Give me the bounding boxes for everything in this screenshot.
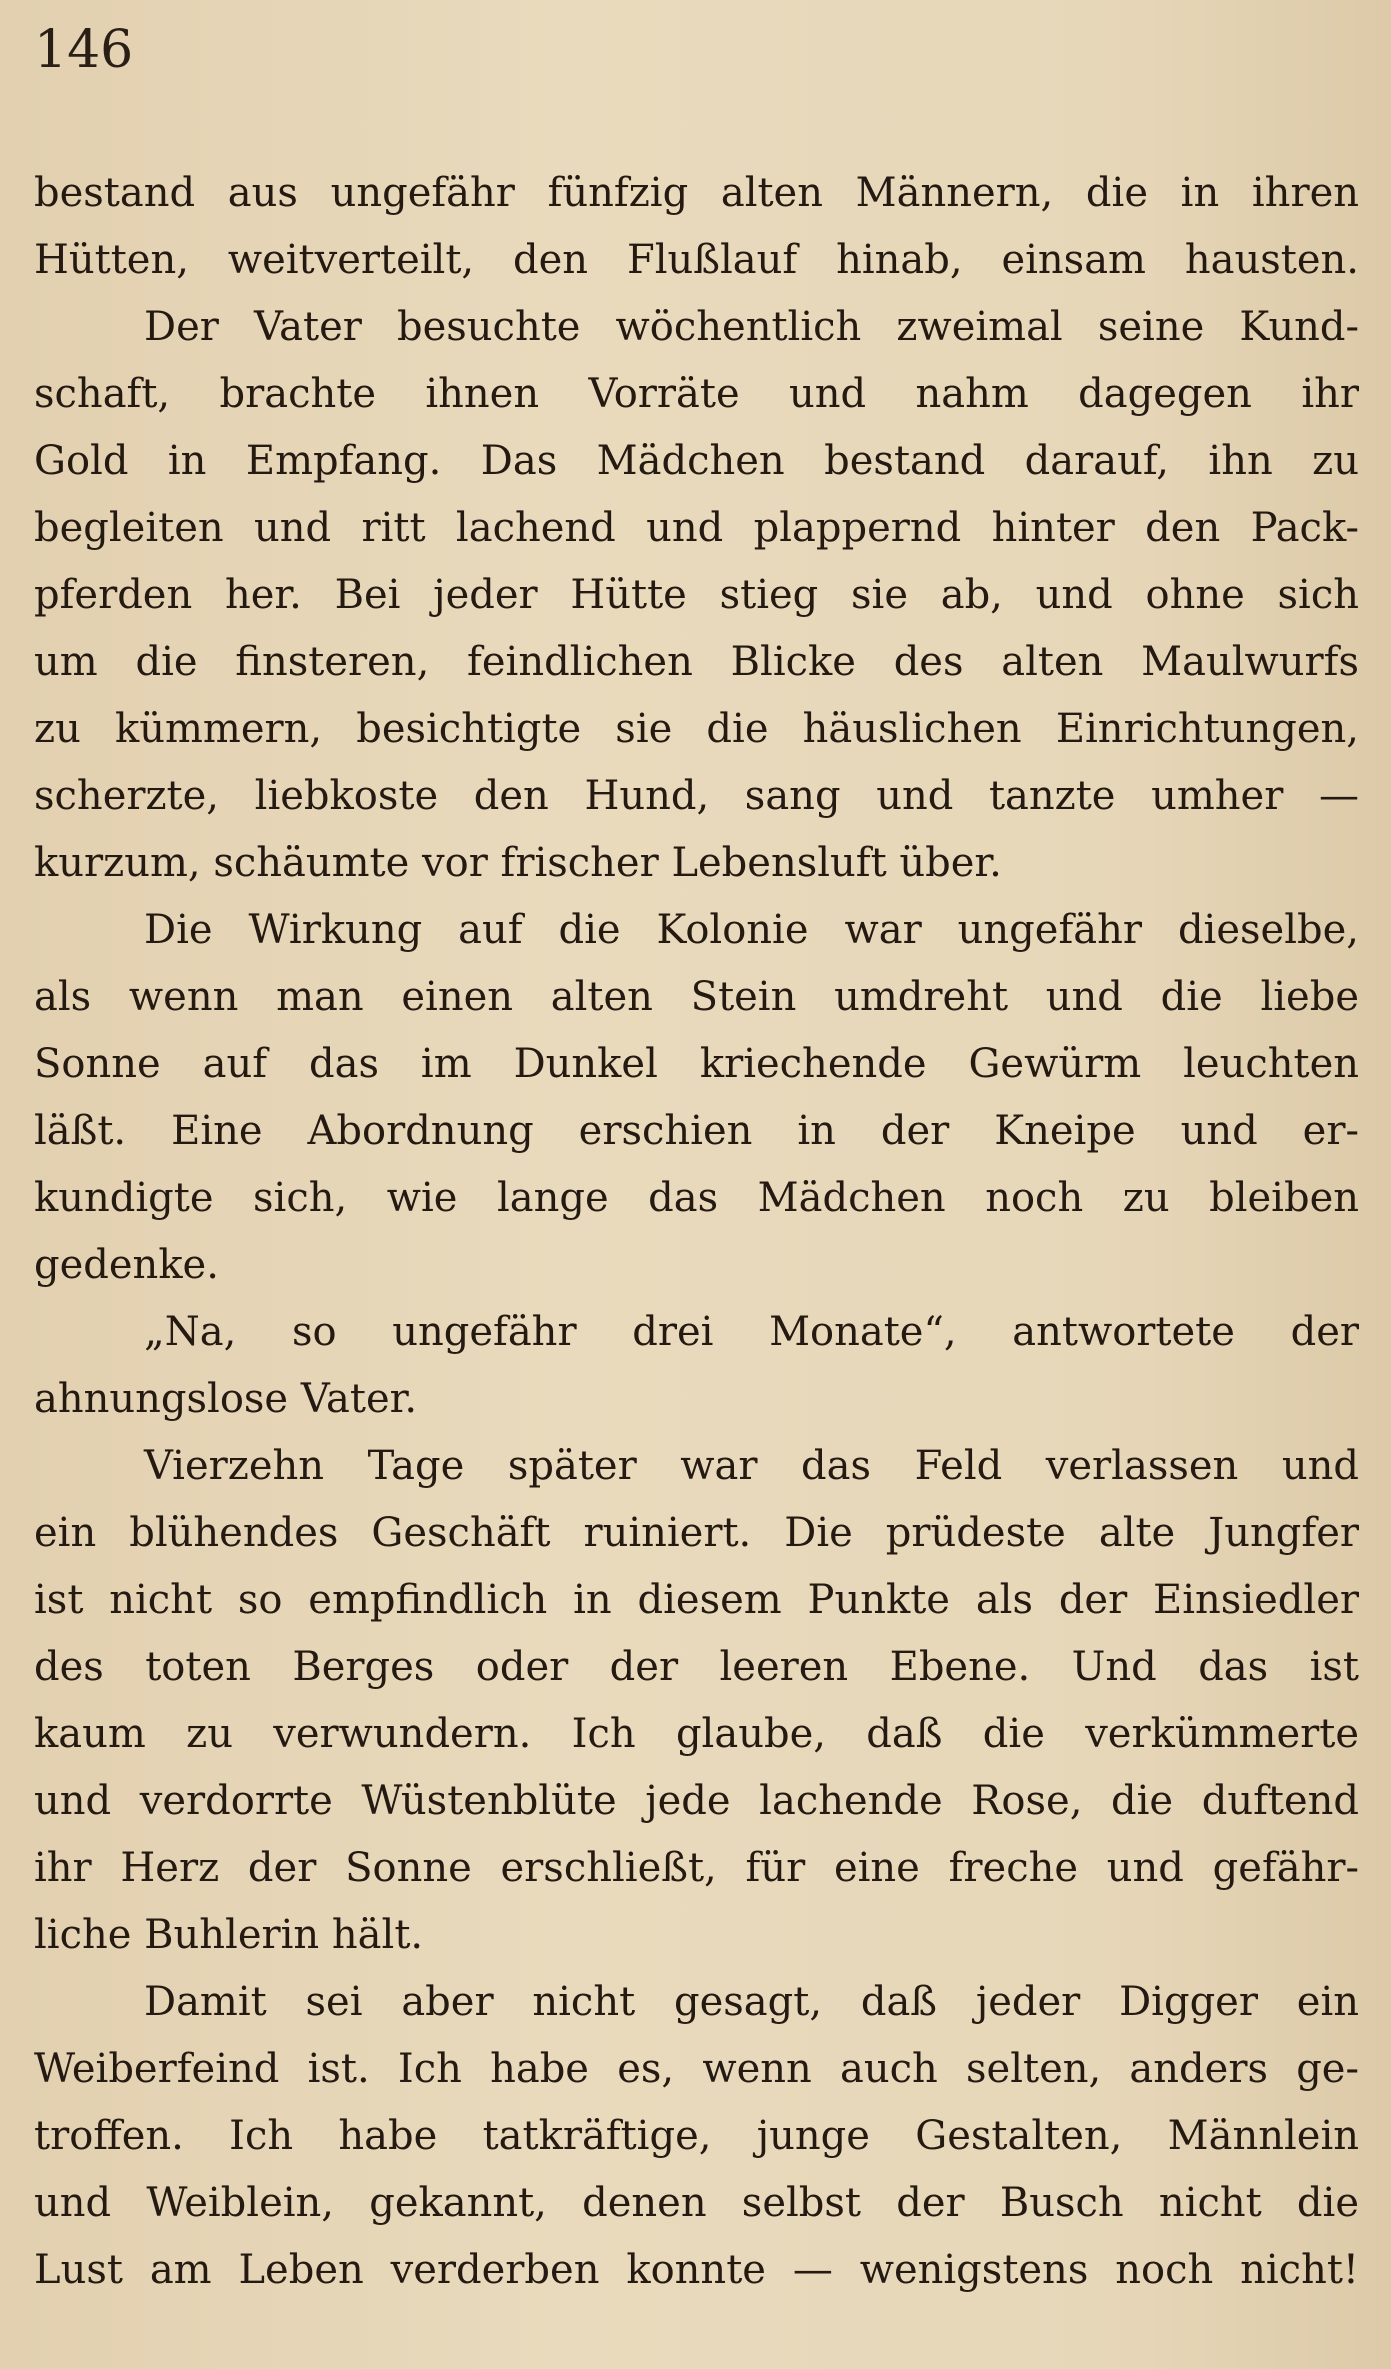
text-line: ahnungslose Vater. bbox=[34, 1376, 418, 1422]
text-line: Weiberfeind ist. Ich habe es, wenn auch selten, anders ge- bbox=[34, 2046, 1359, 2092]
text-line: Sonne auf das im Dunkel kriechende Gewürm leuchten bbox=[34, 1041, 1359, 1087]
text-line: schaft, brachte ihnen Vorräte und nahm dagegen ihr bbox=[34, 371, 1359, 417]
text-line: und Weiblein, gekannt, denen selbst der Busch nicht die bbox=[34, 2180, 1359, 2226]
text-line: liche Buhlerin hält. bbox=[34, 1912, 424, 1958]
text-line: ihr Herz der Sonne erschließt, für eine freche und gefähr- bbox=[34, 1845, 1359, 1891]
text-line: des toten Berges oder der leeren Ebene. Und das ist bbox=[34, 1644, 1359, 1690]
text-line: Hütten, weitverteilt, den Flußlauf hinab, einsam hausten. bbox=[34, 237, 1359, 283]
text-line: „Na, so ungefähr drei Monate“, antwortete der bbox=[144, 1309, 1359, 1355]
text-line: scherzte, liebkoste den Hund, sang und tanzte umher — bbox=[34, 773, 1359, 819]
text-line: Gold in Empfang. Das Mädchen bestand darauf, ihn zu bbox=[34, 438, 1359, 484]
text-line: ist nicht so empfindlich in diesem Punkte als der Einsiedler bbox=[34, 1577, 1359, 1623]
text-line: troffen. Ich habe tatkräftige, junge Gestalten, Männlein bbox=[34, 2113, 1359, 2159]
text-line: kurzum, schäumte vor frischer Lebensluft über. bbox=[34, 840, 1002, 886]
text-line: Lust am Leben verderben konnte — wenigstens noch nicht! bbox=[34, 2247, 1359, 2293]
text-line: kaum zu verwundern. Ich glaube, daß die verkümmerte bbox=[34, 1711, 1359, 1757]
text-line: als wenn man einen alten Stein umdreht und die liebe bbox=[34, 974, 1359, 1020]
text-line: ein blühendes Geschäft ruiniert. Die prüdeste alte Jungfer bbox=[34, 1510, 1359, 1556]
text-line: zu kümmern, besichtigte sie die häuslichen Einrichtungen, bbox=[34, 706, 1359, 752]
text-line: und verdorrte Wüstenblüte jede lachende Rose, die duftend bbox=[34, 1778, 1359, 1824]
text-line: kundigte sich, wie lange das Mädchen noch zu bleiben bbox=[34, 1175, 1359, 1221]
text-line: Die Wirkung auf die Kolonie war ungefähr dieselbe, bbox=[144, 907, 1359, 953]
text-line: läßt. Eine Abordnung erschien in der Kneipe und er- bbox=[34, 1108, 1359, 1154]
text-line: bestand aus ungefähr fünfzig alten Männern, die in ihren bbox=[34, 170, 1359, 216]
text-line: gedenke. bbox=[34, 1242, 219, 1288]
body-text bbox=[34, 160, 1359, 2304]
text-line: Der Vater besuchte wöchentlich zweimal seine Kund- bbox=[144, 304, 1359, 350]
text-line: Damit sei aber nicht gesagt, daß jeder Digger ein bbox=[144, 1979, 1359, 2025]
text-line: Vierzehn Tage später war das Feld verlassen und bbox=[144, 1443, 1359, 1489]
page-number: 146 bbox=[34, 20, 134, 80]
text-line: um die finsteren, feindlichen Blicke des alten Maulwurfs bbox=[34, 639, 1359, 685]
text-line: pferden her. Bei jeder Hütte stieg sie ab, und ohne sich bbox=[34, 572, 1359, 618]
text-line: begleiten und ritt lachend und plappernd hinter den Pack- bbox=[34, 505, 1359, 551]
